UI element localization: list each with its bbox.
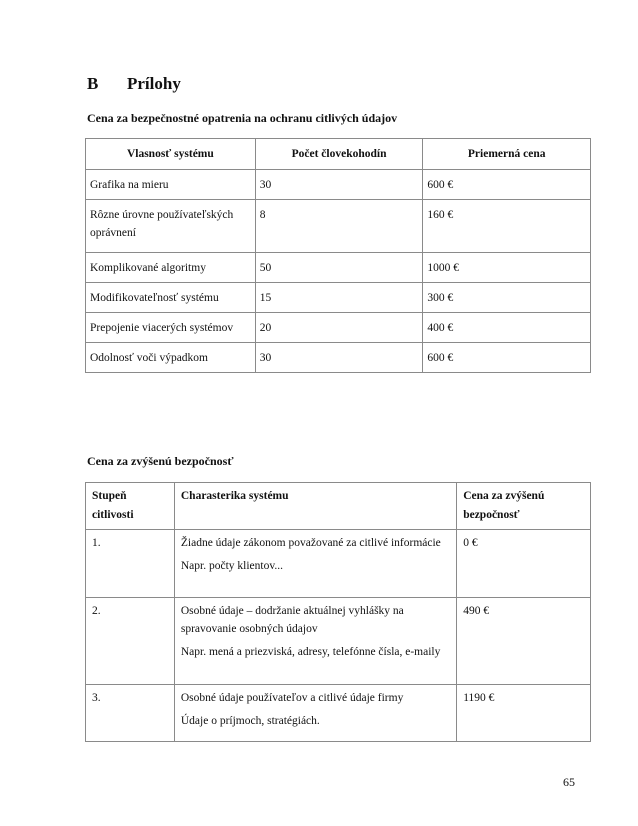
table-row bbox=[86, 283, 591, 313]
table-row bbox=[86, 530, 591, 598]
description-cell bbox=[174, 530, 456, 598]
table-cell: 15 bbox=[255, 283, 423, 313]
table1-caption: Cena za bezpečnostné opatrenia na ochranu citlivých údajov bbox=[87, 111, 398, 125]
table-cell: 30 bbox=[255, 170, 423, 200]
page-number: 65 bbox=[563, 775, 575, 789]
level-cell: 1. bbox=[86, 530, 175, 598]
header-cell: Vlasnosť systému bbox=[86, 139, 256, 170]
example-note: Údaje o príjmoch, stratégiách. bbox=[180, 715, 320, 727]
table-row bbox=[86, 343, 591, 373]
table-header-row bbox=[86, 139, 591, 170]
table-cell: 160 € bbox=[423, 200, 591, 253]
table-cell: Odolnosť voči výpadkom bbox=[86, 343, 256, 373]
table-cell: 1000 € bbox=[423, 253, 591, 283]
security-measures-cost-table bbox=[85, 138, 591, 373]
table-cell: 8 bbox=[255, 200, 423, 253]
price-cell: 1190 € bbox=[457, 685, 591, 742]
table-cell: 600 € bbox=[423, 170, 591, 200]
table-cell: Grafika na mieru bbox=[86, 170, 256, 200]
price-cell: 490 € bbox=[457, 598, 591, 685]
appendix-title: Prílohy bbox=[127, 74, 181, 93]
level-cell: 2. bbox=[86, 598, 175, 685]
appendix-letter: B bbox=[87, 74, 99, 93]
table-header-row bbox=[86, 483, 591, 530]
table-cell: 600 € bbox=[423, 343, 591, 373]
table-cell: Komplikované algoritmy bbox=[86, 253, 256, 283]
appendix-heading bbox=[87, 74, 181, 94]
table2-caption: Cena za zvýšenú bezpočnosť bbox=[87, 454, 234, 468]
table-row bbox=[86, 253, 591, 283]
table-cell: Rôzne úrovne používateľských oprávnení bbox=[86, 200, 256, 253]
table-cell: 400 € bbox=[423, 313, 591, 343]
table-row bbox=[86, 313, 591, 343]
table-cell: Modifikovateľnosť systému bbox=[86, 283, 256, 313]
table-row bbox=[86, 685, 591, 742]
header-cell: Charasterika systému bbox=[174, 483, 456, 530]
example-note: Napr. mená a priezviská, adresy, telefónne čísla, e-maily bbox=[180, 646, 441, 658]
header-cell: Počet človekohodín bbox=[255, 139, 423, 170]
description-text: Osobné údaje používateľov a citlivé údaje firmy bbox=[180, 692, 404, 704]
table-cell: 20 bbox=[255, 313, 423, 343]
description-text: Žiadne údaje zákonom považované za citlivé informácie bbox=[180, 537, 441, 549]
table-row bbox=[86, 170, 591, 200]
price-cell: 0 € bbox=[457, 530, 591, 598]
increased-security-cost-table bbox=[85, 482, 591, 742]
table-cell: 50 bbox=[255, 253, 423, 283]
table-cell: Prepojenie viacerých systémov bbox=[86, 313, 256, 343]
description-text: Osobné údaje – dodržanie aktuálnej vyhlášky na spravovanie osobných údajov bbox=[180, 605, 404, 635]
header-cell: Stupeň citlivosti bbox=[86, 483, 175, 530]
description-cell bbox=[174, 685, 456, 742]
description-cell bbox=[174, 598, 456, 685]
table-row bbox=[86, 598, 591, 685]
example-note: Napr. počty klientov... bbox=[180, 560, 283, 572]
header-cell: Priemerná cena bbox=[423, 139, 591, 170]
header-cell: Cena za zvýšenú bezpočnosť bbox=[457, 483, 591, 530]
table-row bbox=[86, 200, 591, 253]
table-cell: 30 bbox=[255, 343, 423, 373]
table-cell: 300 € bbox=[423, 283, 591, 313]
level-cell: 3. bbox=[86, 685, 175, 742]
